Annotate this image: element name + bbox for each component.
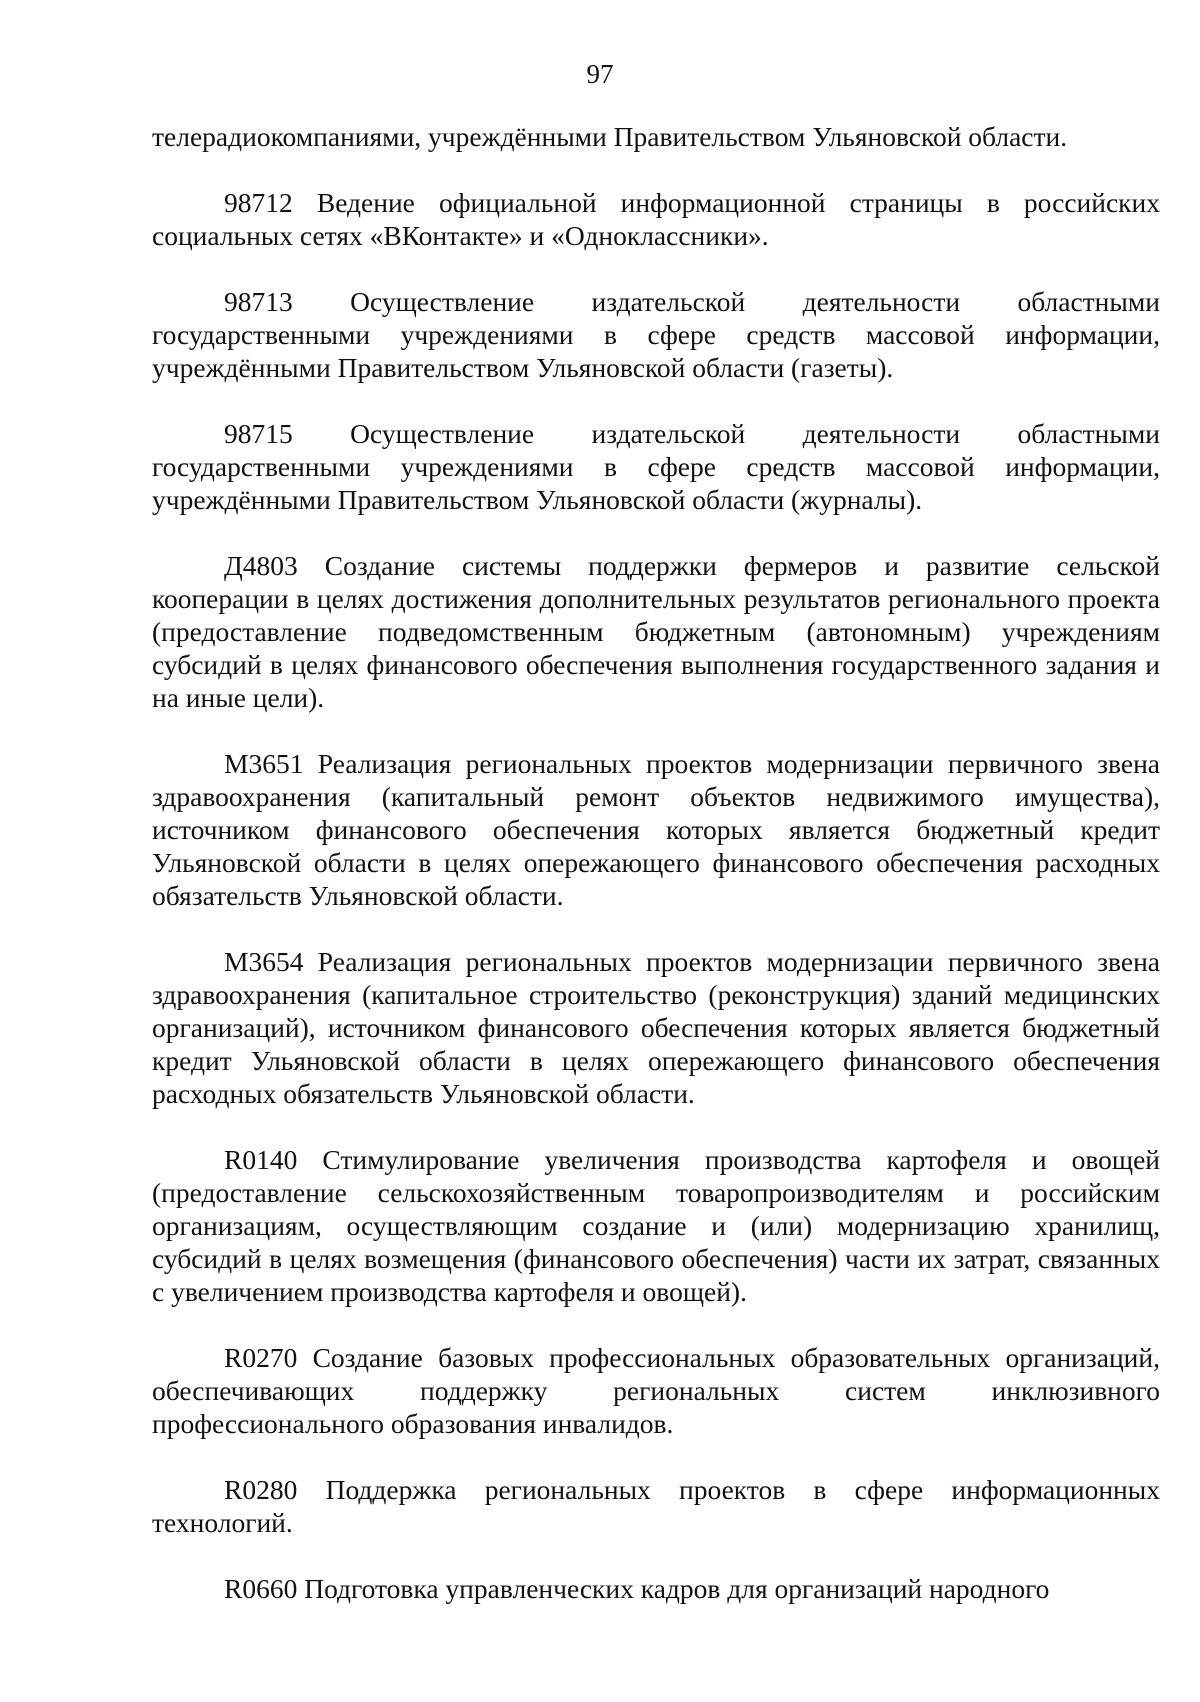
paragraph-98713: 98713 Осуществление издательской деятельности областными государственными учреждениями в сфере средств массовой информации, учреждёнными Правительством Ульяновской области (газеты). <box>152 286 1160 383</box>
paragraph-r0270: R0270 Создание базовых профессиональных образовательных организаций, обеспечивающих поддержку региональных систем инклюзивного профессионального образования инвалидов. <box>152 1342 1160 1439</box>
paragraph-m3651: М3651 Реализация региональных проектов модернизации первичного звена здравоохранения (капитальный ремонт объектов недвижимого имущества), источником финансового обеспечения которых является бюджетный кредит Ульяновской области в целях опережающего финансового обеспечения расходных обязательств Ульяновской области. <box>152 748 1160 911</box>
paragraph-r0140: R0140 Стимулирование увеличения производства картофеля и овощей (предоставление сельскохозяйственным товаропроизводителям и российским организациям, осуществляющим создание и (или) модернизацию хранилищ, субсидий в целях возмещения (финансового обеспечения) части их затрат, связанных с увеличением производства картофеля и овощей). <box>152 1144 1160 1307</box>
paragraph-continuation: телерадиокомпаниями, учреждёнными Правительством Ульяновской области. <box>152 121 1068 152</box>
paragraph-r0660: R0660 Подготовка управленческих кадров для организаций народного <box>224 1573 1050 1604</box>
paragraph-98712: 98712 Ведение официальной информационной страницы в российских социальных сетях «ВКонтакте» и «Одноклассники». <box>152 187 1160 251</box>
paragraph-d4803: Д4803 Создание системы поддержки фермеров и развитие сельской кооперации в целях достижения дополнительных результатов регионального проекта (предоставление подведомственным бюджетным (автономным) учреждениям субсидий в целях финансового обеспечения выполнения государственного задания и на иные цели). <box>152 550 1160 713</box>
document-body <box>152 120 1160 1605</box>
paragraph-r0280: R0280 Поддержка региональных проектов в сфере информационных технологий. <box>152 1474 1160 1538</box>
paragraph-98715: 98715 Осуществление издательской деятельности областными государственными учреждениями в сфере средств массовой информации, учреждёнными Правительством Ульяновской области (журналы). <box>152 418 1160 515</box>
paragraph-m3654: М3654 Реализация региональных проектов модернизации первичного звена здравоохранения (капитальное строительство (реконструкция) зданий медицинских организаций), источником финансового обеспечения которых является бюджетный кредит Ульяновской области в целях опережающего финансового обеспечения расходных обязательств Ульяновской области. <box>152 946 1160 1109</box>
page-number: 97 <box>586 59 614 89</box>
